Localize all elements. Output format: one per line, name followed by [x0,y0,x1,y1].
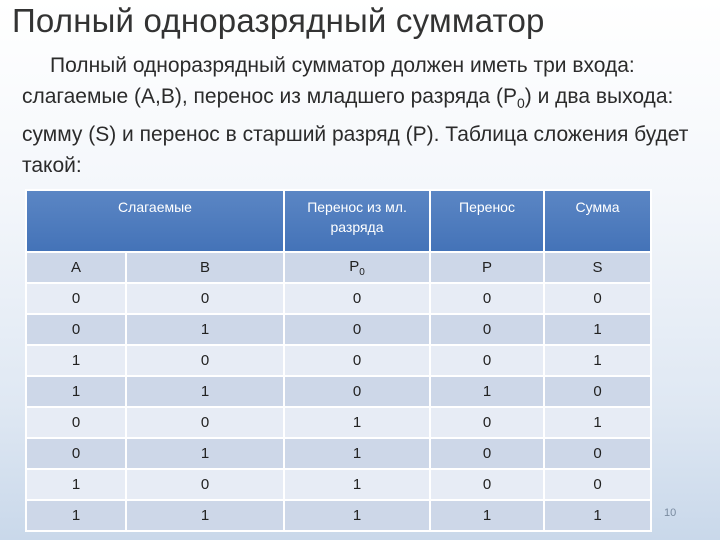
cell-p: 0 [430,438,544,469]
table-row [26,500,651,531]
subheader-s: S [544,252,651,283]
cell-p0: 1 [284,500,430,531]
cell-b: 0 [126,407,284,438]
table-row [26,283,651,314]
cell-p: 1 [430,500,544,531]
header-carry-in: Перенос из мл. разряда [284,190,430,252]
cell-p: 0 [430,283,544,314]
cell-s: 1 [544,345,651,376]
cell-p: 0 [430,345,544,376]
table-row [26,345,651,376]
cell-p0: 0 [284,345,430,376]
subheader-a: A [26,252,126,283]
intro-paragraph [22,50,712,181]
cell-a: 1 [26,376,126,407]
intro-text-part2: ) и два выхода: сумму (S) и перенос в старший разряд (P). Таблица сложения будет такой: [22,85,689,178]
cell-p0: 0 [284,283,430,314]
cell-b: 1 [126,314,284,345]
cell-b: 1 [126,438,284,469]
cell-b: 0 [126,283,284,314]
cell-p0: 1 [284,407,430,438]
subheader-p0-sub: 0 [359,266,365,278]
cell-b: 1 [126,376,284,407]
subheader-p: P [430,252,544,283]
cell-s: 0 [544,376,651,407]
cell-p: 1 [430,376,544,407]
intro-text-part1: Полный одноразрядный сумматор должен иметь три входа: слагаемые (A,B), перенос из младшего разряда (P [22,54,635,108]
cell-s: 0 [544,438,651,469]
cell-s: 1 [544,314,651,345]
header-addends: Слагаемые [26,190,284,252]
cell-b: 0 [126,469,284,500]
cell-a: 1 [26,469,126,500]
cell-s: 0 [544,469,651,500]
cell-p0: 0 [284,376,430,407]
table-row [26,314,651,345]
subheader-p0-letter: P [349,257,360,275]
cell-a: 0 [26,314,126,345]
table-header-row [26,190,651,252]
cell-p0: 1 [284,438,430,469]
truth-table [25,189,652,532]
cell-s: 0 [544,283,651,314]
slide-number: 10 [664,507,677,519]
table-row [26,407,651,438]
table-row [26,469,651,500]
cell-a: 0 [26,438,126,469]
cell-p: 0 [430,469,544,500]
table-row [26,438,651,469]
cell-p0: 1 [284,469,430,500]
intro-subscript: 0 [516,95,525,112]
subheader-p0 [284,252,430,283]
cell-a: 0 [26,283,126,314]
cell-s: 1 [544,500,651,531]
cell-b: 1 [126,500,284,531]
cell-p: 0 [430,314,544,345]
cell-a: 1 [26,345,126,376]
header-carry-out: Перенос [430,190,544,252]
subheader-b: B [126,252,284,283]
slide-title: Полный одноразрядный сумматор [12,2,545,39]
cell-s: 1 [544,407,651,438]
header-sum: Сумма [544,190,651,252]
table-subheader-row [26,252,651,283]
cell-a: 0 [26,407,126,438]
table-row [26,376,651,407]
cell-p0: 0 [284,314,430,345]
cell-a: 1 [26,500,126,531]
cell-p: 0 [430,407,544,438]
cell-b: 0 [126,345,284,376]
